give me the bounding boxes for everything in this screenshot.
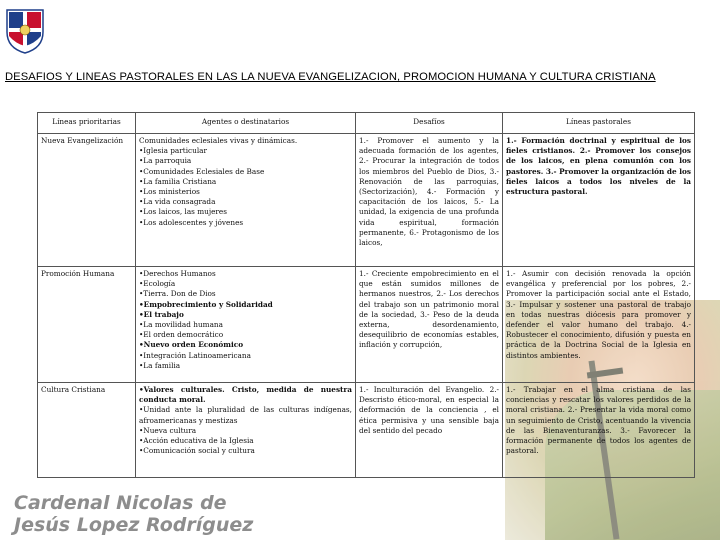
agent-item: •Los adolescentes y jóvenes bbox=[139, 217, 244, 227]
page-title: DESAFIOS Y LINEAS PASTORALES EN LAS LA NUEVA EVANGELIZACION, PROMOCION HUMANA Y CULTURA CRISTIANA bbox=[5, 71, 656, 83]
agent-item: •Tierra. Don de Dios bbox=[139, 289, 216, 299]
table-row bbox=[38, 134, 695, 267]
agent-item: •La parroquia bbox=[139, 156, 192, 166]
agent-item: •Iglesia particular bbox=[139, 146, 207, 156]
header-desafios: Desafíos bbox=[356, 113, 503, 134]
agent-item: •La vida consagrada bbox=[139, 197, 216, 207]
challenges-cell: 1.- Inculturación del Evangelio. 2.- Descristo ético-moral, en especial la deformación de la conciencia , el ética permisiva y una sensible baja del sentido del pecado bbox=[356, 383, 503, 478]
agent-item: •La movilidad humana bbox=[139, 320, 223, 330]
agent-item: •Derechos Humanos bbox=[139, 269, 216, 278]
category-cell: Cultura Cristiana bbox=[38, 383, 136, 478]
agent-item: •Integración Latinoamericana bbox=[139, 350, 251, 360]
pastoral-lines-cell: 1.- Formación doctrinal y espiritual de los fieles cristianos. 2.- Promover los consejos de los laicos, en plena comunión con los pastores. 3.- Promover la organización de los fieles laicos a todos los niveles de la estructura pastoral. bbox=[503, 134, 695, 267]
coat-of-arms-icon bbox=[4, 6, 46, 54]
challenges-cell: 1.- Promover el aumento y la adecuada formación de los agentes, 2.- Procurar la integración de todos los miembros del Pueblo de Dios, 3.- Renovación de las parroquias, (Sectorización), 4.- Formación y capacitación de los laicos, 5.- La unidad, la exigencia de una profunda vida espiritual, formación permanente, 6.- Protagonismo de los laicos, bbox=[356, 134, 503, 267]
agent-item: •Empobrecimiento y Solidaridad bbox=[139, 299, 273, 309]
agent-item: •Comunidades Eclesiales de Base bbox=[139, 166, 265, 176]
agent-item: •Valores culturales. Cristo, medida de nuestra conducta moral. bbox=[139, 385, 352, 405]
agent-item: •Los laicos, las mujeres bbox=[139, 207, 227, 217]
signature-line: Cardenal Nicolas de bbox=[14, 492, 227, 514]
header-lineas-prioritarias: Líneas prioritarias bbox=[38, 113, 136, 134]
cardinal-signature bbox=[14, 492, 253, 536]
agent-item: •Nueva cultura bbox=[139, 425, 197, 435]
agent-item: •Comunicación social y cultura bbox=[139, 446, 255, 456]
pastoral-lines-cell: 1.- Asumir con decisión renovada la opción evangélica y preferencial por los pobres, 2.- Promover la participación social ante el Estado, 3.- Impulsar y sostener una pastoral de trabajo en todas nuestras diócesis para promover y defender el valor humano del trabajo. 4.- Robustecer el conocimiento, difusión y puesta en práctica de la Doctrina Social de la Iglesia en distintos ambientes. bbox=[503, 267, 695, 383]
agents-cell bbox=[136, 134, 356, 267]
agent-item: •La familia Cristiana bbox=[139, 176, 217, 186]
agent-item: •Acción educativa de la Iglesia bbox=[139, 436, 254, 446]
table-row bbox=[38, 267, 695, 383]
pastoral-lines-cell: 1.- Trabajar en el alma cristiana de las conciencias y rescatar los valores perdidos de la moral cristiana. 2.- Presentar la vida moral como un seguimiento de Cristo, acentuando la vivencia de las Bienaventuranzas. 3.- Favorecer la formación permanente de todos los agentes de pastoral. bbox=[503, 383, 695, 478]
agent-item: •Unidad ante la pluralidad de las culturas indígenas, afroamericanas y mestizas bbox=[139, 405, 352, 425]
agent-item: Comunidades eclesiales vivas y dinámicas. bbox=[139, 136, 298, 145]
table-header-row bbox=[38, 113, 695, 134]
agents-cell bbox=[136, 383, 356, 478]
agents-cell bbox=[136, 267, 356, 383]
agent-item: •El orden democrático bbox=[139, 330, 224, 340]
category-cell: Promoción Humana bbox=[38, 267, 136, 383]
agent-item: •La familia bbox=[139, 360, 181, 370]
table-row bbox=[38, 383, 695, 478]
agent-item: •El trabajo bbox=[139, 309, 184, 319]
header-agentes: Agentes o destinatarios bbox=[136, 113, 356, 134]
challenges-cell: 1.- Creciente empobrecimiento en el que están sumidos millones de hermanos nuestros, 2.- Los derechos del trabajo son un patrimonio moral de la sociedad, 3.- Peso de la deuda externa, desordenamiento, desequilibrio de economías estables, inflación y corrupción, bbox=[356, 267, 503, 383]
header-lineas-pastorales: Líneas pastorales bbox=[503, 113, 695, 134]
agent-item: •Los ministerios bbox=[139, 187, 200, 197]
signature-line: Jesús Lopez Rodríguez bbox=[14, 514, 254, 536]
category-cell: Nueva Evangelización bbox=[38, 134, 136, 267]
pastoral-table bbox=[37, 112, 695, 478]
agent-item: •Nuevo orden Económico bbox=[139, 340, 244, 350]
agent-item: •Ecología bbox=[139, 279, 176, 289]
